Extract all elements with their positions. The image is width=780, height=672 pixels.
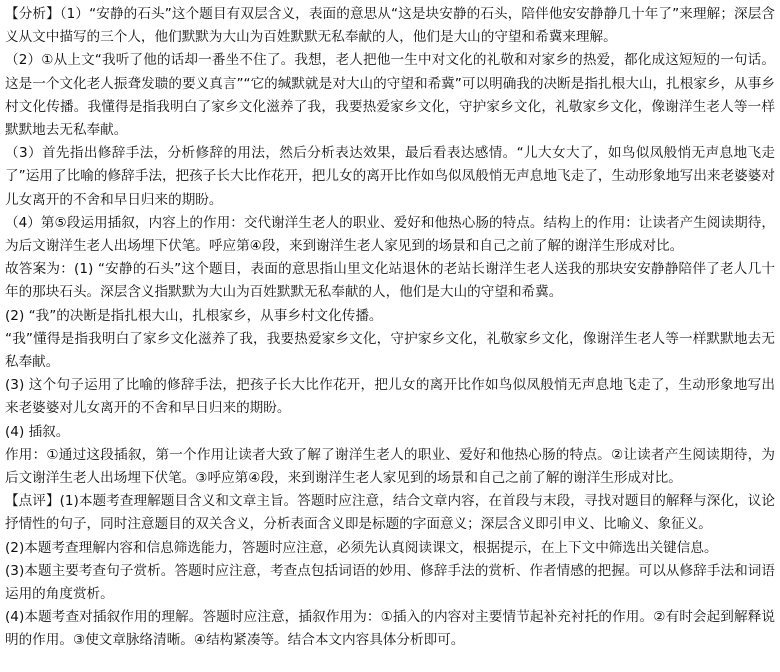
answer-part-2b: “我”懂得是指我明白了家乡文化滋养了我，我要热爱家乡文化，守护家乡文化，礼敬家乡文化，像谢洋生老人等一样默默地去无私奉献。: [5, 330, 775, 371]
analysis-part-4: （4）第⑤段运用插叙，内容上的作用：交代谢洋生老人的职业、爱好和他热心肠的特点。结构上的作用：让读者产生阅读期待，为后文谢洋生老人出场埋下伏笔。呼应第④段，来到谢洋生老人家见到的场景和自己之前了解的谢洋生形成对比。: [5, 214, 775, 255]
answer-part-4-effect: 作用：①通过这段插叙，第一个作用让读者大致了解了谢洋生老人的职业、爱好和他热心肠的特点。②让读者产生阅读期待，为后文谢洋生老人出场埋下伏笔。③呼应第④段，来到谢洋生老人家见到的场景和自己之前了解的谢洋生形成对比。: [5, 446, 775, 487]
answer-part-3: (3) 这个句子运用了比喻的修辞手法，把孩子长大比作花开，把儿女的离开比作如鸟似凤般悄无声息地飞走了，生动形象地写出来老婆婆对儿女离开的不舍和早日归来的期盼。: [5, 377, 775, 417]
comment-part-3: (3)本题主要考查句子赏析。答题时应注意，考查点包括词语的妙用、修辞手法的赏析、作者情感的把握。可以从修辞手法和词语运用的角度赏析。: [5, 562, 775, 603]
answer-part-2a: (2) “我”的决断是指扎根大山，扎根家乡，从事乡村文化传播。: [5, 307, 383, 324]
comment-part-2: (2)本题考查理解内容和信息筛选能力，答题时应注意，必须先认真阅读课文，根据提示，在上下文中筛选出关键信息。: [5, 539, 718, 556]
answer-part-1: 故答案为：(1) “安静的石头”这个题目，表面的意思指山里文化站退休的老站长谢洋生老人送我的那块安安静静陪伴了老人几十年的那块石头。深层含义指默默为大山为百姓默默无私奉献的人，他们是大山的守望和希冀。: [5, 261, 775, 301]
comment-part-4: (4)本题考查对插叙作用的理解。答题时应注意，插叙作用为：①插入的内容对主要情节起补充衬托的作用。②有时会起到解释说明的作用。③使文章脉络清晰。④结构紧凑等。结合本文内容具体分析即可。: [5, 609, 775, 649]
analysis-part-1: 【分析】（1）“安静的石头”这个题目有双层含义，表面的意思从“这是块安静的石头，陪伴他安安静静几十年了”来理解；深层含义从文中描写的三个人，他们默默为大山为百姓默默无私奉献的人，他们是大山的守望和希冀来理解。: [5, 6, 775, 46]
analysis-part-2: （2）①从上文“我听了他的话却一番坐不住了。我想，老人把他一生中对文化的礼敬和对家乡的热爱，都化成这短短的一句话。这是一个文化老人振聋发聩的要义真言”“它的缄默就是对大山的守望和希冀”可以明确我的决断是指扎根大山，扎根家乡，从事乡村文化传播。我懂得是指我明白了家乡文化滋养了我，我要热爱家乡文化，守护家乡文化，礼敬家乡文化，像谢洋生老人等一样默默地去无私奉献。: [5, 52, 775, 139]
answer-part-4: (4) 插叙。: [5, 423, 70, 440]
analysis-part-3: （3）首先指出修辞手法，分析修辞的用法，然后分析表达效果，最后看表达感情。“儿大女大了，如鸟似凤般悄无声息地飞走了”运用了比喻的修辞手法，把孩子长大比作花开，把儿女的离开比作如鸟似凤般悄无声息地飞走了，生动形象地写出来老婆婆对儿女离开的不舍和早日归来的期盼。: [5, 145, 775, 208]
comment-part-1: 【点评】(1)本题考查理解题目含义和文章主旨。答题时应注意，结合文章内容，在首段与末段，寻找对题目的解释与深化，议论抒情性的句子，同时注意题目的双关含义，分析表面含义即是标题的字面意义；深层含义即引申义、比喻义、象征义。: [5, 493, 775, 533]
